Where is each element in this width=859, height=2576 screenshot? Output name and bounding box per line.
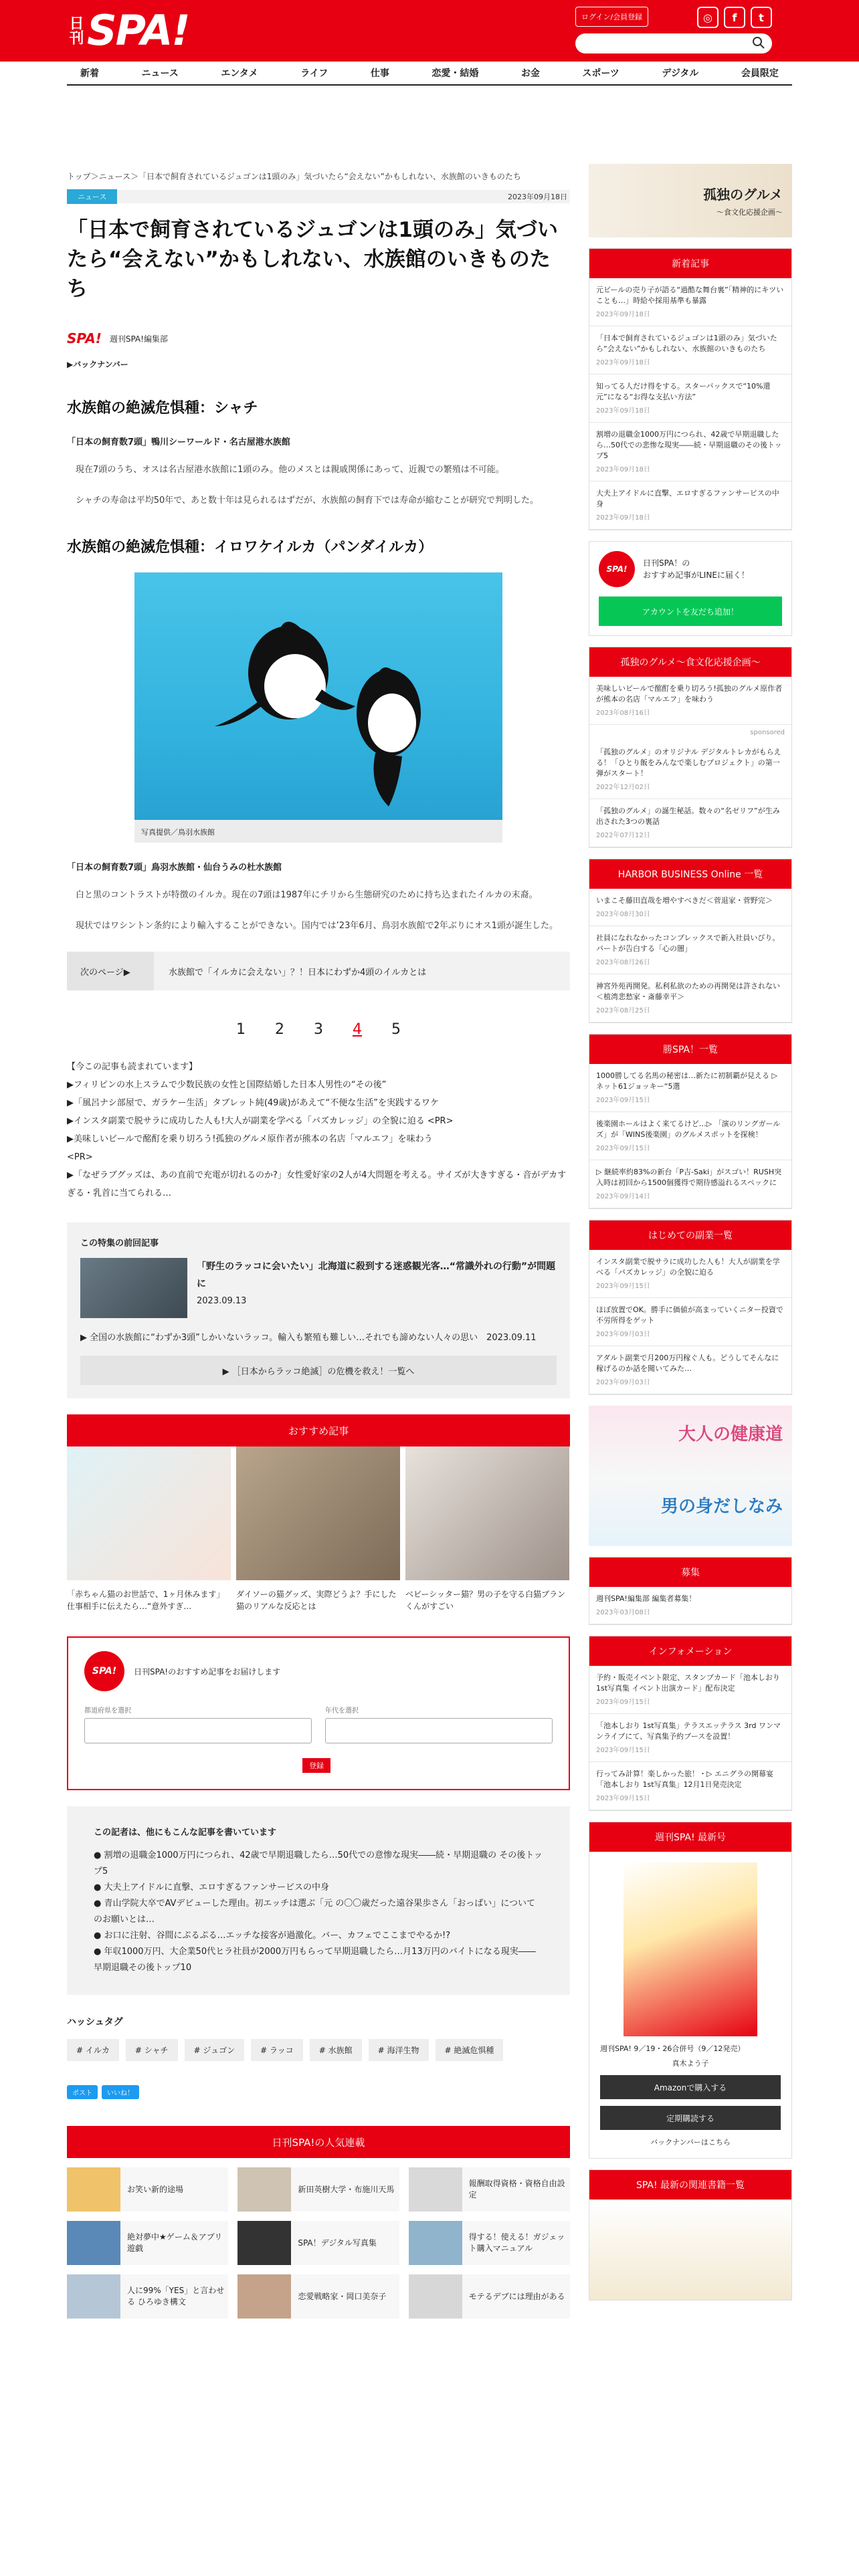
serial-heading: 日刊SPA!の人気連載 — [67, 2126, 570, 2158]
harbor-heading: HARBOR BUSINESS Online 一覧 — [589, 859, 791, 889]
side-article-date: 2023年09月15日 — [596, 1795, 650, 1802]
hashtag[interactable]: # シャチ — [126, 2039, 178, 2061]
recommend-heading: おすすめ記事 — [67, 1414, 570, 1446]
writer-article-link[interactable]: ● 大夫上アイドルに直撃、エロすぎるファンサービスの中身 — [94, 1883, 330, 1893]
writer-article-link[interactable]: ● お口に注射、谷間にぷるぷる…エッチな接客が過激化。バー、カフェでここまでやるか!? — [94, 1931, 451, 1941]
sponsored-label: sponsored — [750, 729, 785, 736]
side-article-date: 2023年08月16日 — [596, 710, 650, 717]
related-link[interactable]: ▶インスタ副業で脱サラに成功した人も!大人が副業を学べる「パズカレッジ」の全貌に迫る <PR> — [67, 1116, 454, 1126]
side-article-title: 知ってる人だけ得をする。スターバックスで“10%還元”になる“お得な支払い方法” — [596, 382, 771, 401]
page-link[interactable]: 5 — [391, 1021, 401, 1038]
hashtag[interactable]: # 水族館 — [310, 2039, 362, 2061]
side-article-date: 2023年03月08日 — [596, 1609, 650, 1616]
side-article-title: 社員になれなかったコンプレックスで新入社員いびり。パートが告白する「心の闇」 — [596, 934, 780, 953]
author-name[interactable]: 週刊SPA!編集部 — [109, 334, 168, 344]
paragraph: 現在7頭のうち、オスは名古屋港水族館に1頭のみ。他のメスとは親戚関係にあって、近親での繁殖は不可能。 — [67, 465, 504, 475]
side-article-date: 2023年09月18日 — [596, 466, 650, 473]
side-article-date: 2023年08月30日 — [596, 911, 650, 918]
page-link[interactable]: 3 — [314, 1021, 323, 1038]
series-feature[interactable] — [80, 1258, 557, 1318]
line-title: 日刊SPA！の おすすめ記事がLINEに届く！ — [643, 558, 749, 580]
category-badge[interactable]: ニュース — [67, 189, 117, 204]
serial-title: 報酬取得資格・資格自由設定 — [468, 2179, 565, 2199]
recommend-item[interactable] — [236, 1446, 400, 1612]
gourmet-banner[interactable] — [589, 164, 792, 237]
side-article[interactable] — [589, 374, 791, 423]
dolphin-photo — [134, 572, 502, 820]
related-links — [67, 1058, 570, 1202]
form-label-age: 年代を選択 — [325, 1707, 359, 1715]
side-article-date: 2022年07月12日 — [596, 832, 650, 839]
recommend-thumb — [236, 1446, 400, 1580]
serial-thumb — [237, 2167, 291, 2212]
recommend-title: ベビーシッター猫？男の子を守る白猫ブランくんがすごい — [405, 1590, 566, 1611]
prefecture-select[interactable] — [84, 1718, 312, 1743]
side-article[interactable] — [589, 740, 791, 799]
latest-issue-heading: 週刊SPA! 最新号 — [589, 1822, 791, 1852]
side-article[interactable] — [589, 1714, 791, 1762]
section-subheading: 「日本の飼育数7頭」鴨川シーワールド・名古屋港水族館 — [67, 437, 290, 447]
banner-subtitle: ～食文化応援企画～ — [717, 208, 783, 217]
recommend-thumb — [405, 1446, 569, 1580]
tweet-button[interactable]: ポスト — [67, 2085, 98, 2099]
share-buttons — [67, 2085, 570, 2099]
serial-item[interactable] — [409, 2221, 570, 2265]
nav-item-entertainment[interactable]: エンタメ — [221, 68, 258, 79]
main-nav — [67, 62, 792, 86]
side-article-title: 大夫上アイドルに直撃、エロすぎるファンサービスの中身 — [596, 489, 779, 508]
side-article[interactable] — [589, 1250, 791, 1298]
serial-item[interactable] — [409, 2167, 570, 2212]
paragraph: 現状ではワシントン条約により輸入することができない。国内では’23年6月、鳥羽水族館で2年ぶりにオス1頭が誕生した。 — [67, 921, 559, 931]
side-article-date: 2023年08月26日 — [596, 959, 650, 966]
instagram-icon[interactable]: ◎ — [697, 7, 719, 28]
serial-thumb — [67, 2167, 120, 2212]
related-book-cover[interactable] — [589, 2199, 791, 2300]
line-promo — [589, 541, 792, 636]
gourmet-box — [589, 647, 792, 848]
side-article-title: 「孤独のグルメ」の誕生秘話。数々の“名ゼリフ”が生み出された3つの裏話 — [596, 807, 780, 826]
nav-item-new[interactable]: 新着 — [80, 68, 99, 79]
series-feature-date: 2023.09.13 — [197, 1296, 247, 1306]
writer-heading: この記者は、他にもこんな記事を書いています — [94, 1828, 277, 1838]
pagination — [67, 1021, 570, 1038]
recruit-box — [589, 1557, 792, 1625]
serial-thumb — [409, 2221, 462, 2265]
serial-thumb — [409, 2274, 462, 2319]
side-article-date: 2023年08月25日 — [596, 1007, 650, 1014]
related-books-heading: SPA! 最新の関連書籍一覧 — [589, 2170, 791, 2199]
article-date: 2023年09月18日 — [508, 193, 567, 201]
page-link[interactable]: 2 — [275, 1021, 284, 1038]
hashtag[interactable]: # 絶滅危惧種 — [436, 2039, 504, 2061]
nav-item-digital[interactable]: デジタル — [662, 68, 699, 79]
side-article-date: 2022年12月02日 — [596, 784, 650, 791]
related-link[interactable]: ▶「なぜラブグッズは、あの直前で充電が切れるのか?」女性愛好家の2人が4大問題を考える。サイズが大きすぎる・音がデカすぎる・乳首に当てられる… — [67, 1170, 567, 1198]
author-logo: SPA! — [67, 330, 102, 346]
serial-title: 新田英樹大学・布施川天馬 — [298, 2184, 395, 2194]
serial-thumb — [409, 2167, 462, 2212]
side-article[interactable] — [589, 423, 791, 481]
signup-form — [67, 1636, 570, 1790]
serial-item[interactable] — [409, 2274, 570, 2319]
grooming-title: 男の身だしなみ — [660, 1497, 783, 1517]
submit-button[interactable]: 登録 — [302, 1758, 330, 1773]
serial-title: 絶対夢中★ゲーム＆アプリ遊戯 — [127, 2232, 223, 2253]
health-title: 大人の健康道 — [678, 1424, 783, 1444]
side-job-heading: はじめての副業一覧 — [589, 1220, 791, 1250]
related-heading: 【今この記事も読まれています】 — [67, 1062, 198, 1072]
related-link-pr[interactable]: <PR> — [67, 1152, 93, 1162]
side-article[interactable] — [589, 326, 791, 374]
page-link-current[interactable]: 4 — [353, 1021, 362, 1038]
win-heading: 勝SPA！一覧 — [589, 1035, 791, 1064]
recommend-title: 「赤ちゃん猫のお世話で、1ヶ月休みます」仕事相手に伝えたら…“意外すぎ… — [67, 1590, 225, 1611]
section-heading: 水族館の絶滅危惧種：イロワケイルカ（パンダイルカ） — [67, 539, 434, 556]
side-article[interactable] — [589, 278, 791, 326]
search-icon[interactable] — [752, 36, 765, 49]
site-logo[interactable] — [67, 7, 189, 53]
article-meta — [67, 190, 570, 203]
related-link[interactable]: ▶美味しいビールで酩酊を乗り切ろう!孤独のグルメ原作者が熊本の名店「マルエフ」を味わう — [67, 1134, 433, 1144]
back-number-link[interactable]: バックナンバーはこちら — [650, 2138, 731, 2147]
author — [67, 330, 570, 346]
serial-section — [67, 2126, 570, 2319]
serial-thumb — [237, 2274, 291, 2319]
side-article-date: 2023年09月15日 — [596, 1283, 650, 1290]
recommend-item[interactable] — [405, 1446, 569, 1612]
recommend-title: ダイソーの猫グッズ、実際どうよ？手にした猫のリアルな反応とは — [236, 1590, 397, 1611]
article-title: 「日本で飼育されているジュゴンは1頭のみ」気づいたら“会えない”かもしれない、水族館のいきものたち — [67, 218, 558, 301]
section-subheading: 「日本の飼育数7頭」鳥羽水族館・仙台うみの杜水族館 — [67, 863, 282, 873]
login-register-button[interactable]: ログイン/会員登録 — [575, 7, 648, 27]
side-article-title: ▷ 継続率約83%の新台「P吉-Saki」がスゴい！RUSH突入時は初回から1500個獲得で期待感溢れるスペックに — [596, 1168, 782, 1187]
side-article-title: 元ビールの売り子が語る“過酷な舞台裏”「精神的にキツいことも…」時給や採用基準も暴露 — [596, 286, 784, 305]
related-books-box — [589, 2169, 792, 2300]
side-article[interactable] — [589, 799, 791, 847]
side-article-title: 「孤独のグルメ」のオリジナル デジタルトレカがもらえる！「ひとり飯をみんなで楽しむプロジェクト」の第一弾がスタート！ — [596, 748, 781, 778]
nav-item-news[interactable]: ニュース — [141, 68, 179, 79]
hashtag[interactable]: # ジュゴン — [185, 2039, 245, 2061]
article-photo — [134, 572, 502, 843]
nav-item-money[interactable]: お金 — [520, 68, 540, 79]
recommend-thumb — [67, 1446, 231, 1580]
health-banner[interactable] — [589, 1406, 792, 1546]
side-article-date: 2023年09月14日 — [596, 1193, 650, 1200]
side-article-date: 2023年09月03日 — [596, 1331, 650, 1338]
serial-thumb — [237, 2221, 291, 2265]
logo-small-text: 日刊 — [67, 15, 84, 45]
hashtag[interactable]: # 海洋生物 — [369, 2039, 429, 2061]
nav-item-work[interactable]: 仕事 — [370, 68, 389, 79]
win-box — [589, 1034, 792, 1209]
sidebar — [589, 164, 792, 2300]
recommend-section — [67, 1414, 570, 1612]
harbor-box — [589, 859, 792, 1023]
nav-item-sports[interactable]: スポーツ — [582, 68, 619, 79]
site-header — [0, 0, 859, 62]
gourmet-heading: 孤独のグルメ〜食文化応援企画〜 — [589, 647, 791, 677]
logo-text: SPA! — [87, 5, 189, 55]
section-heading: 水族館の絶滅危惧種：シャチ — [67, 400, 258, 417]
subscribe-button[interactable]: 定期購読する — [600, 2106, 781, 2130]
side-article[interactable] — [589, 1298, 791, 1346]
side-article[interactable] — [589, 1666, 791, 1714]
search-box — [575, 33, 772, 53]
serial-thumb — [67, 2221, 120, 2265]
side-article-title: 予約・販売イベント限定、スタンプカード「池本しおり 1st写真集 イベント出演カード」配布決定 — [596, 1673, 780, 1693]
side-article-title: 1000勝してる名馬の秘密は…新たに初制覇が見える ▷ ネット61ジョッキー“5選 — [596, 1071, 777, 1091]
side-article-title: 割増の退職金1000万円につられ、42歳で早期退職したら…50代での悲惨な現実――続・早期退職のその後トップ5 — [596, 430, 782, 460]
serial-item[interactable] — [237, 2274, 399, 2319]
recruit-heading: 募集 — [589, 1558, 791, 1587]
latest-issue-title: 週刊SPA! 9／19・26合併号（9／12発売） — [600, 2044, 745, 2053]
hashtag-heading: ハッシュタグ — [67, 2017, 123, 2028]
side-article[interactable] — [589, 1160, 791, 1208]
amazon-button[interactable]: Amazonで購入する — [600, 2075, 781, 2099]
series-heading: この特集の前回記事 — [80, 1239, 159, 1249]
side-article-title: ほぼ放置でOK。勝手に価値が高まっていくニター投資で不労所得をゲット — [596, 1305, 783, 1325]
side-article-title: 行ってみ計算！楽しかった旅！・▷ エニグラの開幕宴「池本しおり 1st写真集」12月1日発売決定 — [596, 1769, 773, 1789]
writer-article-link[interactable]: ● 割増の退職金1000万円につられ、42歳で早期退職したら…50代での意惨な現実――続・早期退職の その後トップ5 — [94, 1850, 543, 1876]
paragraph: シャチの寿命は平均50年で、あと数十年は見られるはずだが、水族館の飼育下では寿命が縮むことが研究で判明した。 — [67, 496, 539, 506]
like-button[interactable]: いいね！ — [102, 2085, 139, 2099]
writer-article-link[interactable]: ● 年収1000万円、大企業50代ヒラ社員が2000万円もらって早期退職したら…月13万円のバイトになる現実――早期退職その後トップ10 — [94, 1947, 536, 1973]
serial-item[interactable] — [67, 2221, 228, 2265]
writer-article-link[interactable]: ● 青山学院大卒でAVデビューした理由。初エッチは選ぶ「元 の〇〇歳だった遠谷果歩さん「おっぱい」についてのお願いとは… — [94, 1899, 536, 1925]
side-article[interactable] — [589, 677, 791, 725]
cover-person: 真木よう子 — [672, 2059, 709, 2068]
serial-title: モテるデブには理由がある — [468, 2291, 565, 2301]
paragraph: 白と黒のコントラストが特徴のイルカ。現在の7頭は1987年にチリから生態研究のために持ち込まれたイルカの末裔。 — [67, 890, 538, 900]
side-article[interactable] — [589, 1762, 791, 1810]
serial-title: SPA！デジタル写真集 — [298, 2238, 377, 2248]
serial-item[interactable] — [67, 2274, 228, 2319]
side-article[interactable] — [589, 926, 791, 974]
nav-item-love[interactable]: 恋愛・結婚 — [432, 68, 479, 79]
form-heading: 日刊SPA!のおすすめ記事をお届けします — [134, 1667, 281, 1677]
page-link[interactable]: 1 — [236, 1021, 246, 1038]
serial-title: お笑い新的途場 — [127, 2184, 184, 2194]
side-article-title: アダルト副業で月200万円稼ぐ人も。どうしてそんなに稼げるのか話を聞いてみた… — [596, 1354, 779, 1373]
next-page-label: 次のページ▶ — [67, 952, 154, 990]
nav-item-members[interactable]: 会員限定 — [741, 68, 779, 79]
info-heading: インフォメーション — [589, 1636, 791, 1666]
back-number-link[interactable]: ▶バックナンバー — [67, 360, 128, 369]
new-articles-heading: 新着記事 — [589, 249, 791, 278]
side-article-title: 「日本で飼育されているジュゴンは1頭のみ」気づいたら“会えない”かもしれない、水族館のいきものたち — [596, 334, 777, 353]
side-article-date: 2023年09月18日 — [596, 407, 650, 415]
side-article-date: 2023年09月18日 — [596, 359, 650, 366]
related-link[interactable]: ▶フィリピンの水上スラムで少数民族の女性と国際結婚した日本人男性の“その後” — [67, 1080, 387, 1090]
nav-item-life[interactable]: ライフ — [300, 68, 328, 79]
series-feature-title: 「野生のラッコに会いたい」北海道に殺到する迷惑観光客…“常識外れの行動”が問題に — [197, 1261, 556, 1289]
age-select[interactable] — [325, 1718, 553, 1743]
side-article[interactable] — [589, 1064, 791, 1112]
social-links — [697, 7, 772, 28]
next-page-title: 水族館で「イルカに会えない」？！日本にわずか4頭のイルカとは — [169, 967, 427, 978]
serial-title: 人に99%「YES」と言わせる ひろゆき構文 — [127, 2286, 225, 2306]
banner-title: 孤独のグルメ — [703, 187, 783, 203]
facebook-icon[interactable]: f — [724, 7, 745, 28]
side-article-title: インスタ副業で脱サラに成功した人も！大人が副業を学べる「パズカレッジ」の全貌に迫る — [596, 1257, 780, 1277]
breadcrumb[interactable]: トップ＞ニュース＞「日本で飼育されているジュゴンは1頭のみ」気づいたら“会えない”かもしれない、水族館のいきものたち — [67, 172, 521, 181]
side-article-date: 2023年09月15日 — [596, 1097, 650, 1104]
side-job-box — [589, 1220, 792, 1395]
latest-issue-box — [589, 1822, 792, 2159]
hashtag[interactable]: # ラッコ — [251, 2039, 303, 2061]
dolphins-illustration — [134, 572, 502, 820]
side-article-title: 「池本しおり 1st写真集」テラスエッテラス 3rd ワンマンライブにて、写真集予約ブースを設置！ — [596, 1721, 781, 1741]
form-badge: SPA! — [84, 1651, 124, 1691]
side-article-title: 美味しいビールで酩酊を乗り切ろう!孤独のグルメ原作者が熊本の名店「マルエフ」を味わう — [596, 684, 783, 704]
serial-title: 得する！使える！ガジェット購入マニュアル — [468, 2232, 565, 2253]
series-thumb — [80, 1258, 187, 1318]
magazine-cover[interactable] — [624, 1862, 757, 2036]
side-article-date: 2023年09月15日 — [596, 1747, 650, 1754]
related-link[interactable]: ▶「風呂ナシ部屋で、ガラケー生活」タブレット純(49歳)があえて“不便な生活”を実践するワケ — [67, 1098, 439, 1108]
side-article-title: 神宮外苑再開発。私利私欲のための再開発は許されない＜植湾悲愁家・斎藤幸平＞ — [596, 982, 780, 1001]
side-article-date: 2023年09月15日 — [596, 1145, 650, 1152]
photo-caption: 写真提供／鳥羽水族館 — [134, 820, 502, 843]
side-article[interactable] — [589, 1346, 791, 1394]
new-articles — [589, 248, 792, 530]
side-article[interactable] — [589, 1587, 791, 1624]
twitter-icon[interactable]: t — [751, 7, 772, 28]
article-column — [67, 171, 570, 2319]
info-box — [589, 1636, 792, 1811]
writer-articles — [67, 1806, 570, 1995]
hashtag-list — [67, 2039, 570, 2061]
line-add-friend-button[interactable]: アカウントを友だち追加！ — [599, 597, 782, 626]
side-article[interactable] — [589, 974, 791, 1023]
recommend-item[interactable] — [67, 1446, 231, 1612]
series-list-button[interactable]: ▶ ［日本からラッコ絶滅］の危機を救え！一覧へ — [80, 1356, 557, 1385]
side-article-date: 2023年09月03日 — [596, 1379, 650, 1386]
series-box — [67, 1222, 570, 1398]
side-article[interactable] — [589, 889, 791, 926]
serial-title: 恋愛戦略家・岡口美奈子 — [298, 2291, 387, 2301]
side-article-date: 2023年09月15日 — [596, 1699, 650, 1706]
serial-thumb — [67, 2274, 120, 2319]
side-article-title: 週刊SPA!編集部 編集者募集！ — [596, 1594, 696, 1603]
line-badge: SPA! — [599, 551, 635, 587]
next-page-link[interactable] — [67, 952, 570, 990]
side-article[interactable] — [589, 1112, 791, 1160]
side-article-title: 後楽園ホールはよく来てるけど…▷ 「演のリングガールズ」が「WINS後楽園」のグルメスポットを探検！ — [596, 1119, 781, 1139]
form-label-pref: 都道府県を選択 — [84, 1707, 131, 1715]
serial-item[interactable] — [237, 2221, 399, 2265]
search-input[interactable] — [575, 33, 743, 53]
series-item[interactable]: ▶ 全国の水族館に“わずか3頭”しかいないラッコ。輸入も繁殖も難しい…それでも諦めない人々の思い 2023.09.11 — [80, 1333, 537, 1343]
hashtag[interactable]: # イルカ — [67, 2039, 119, 2061]
serial-item[interactable] — [67, 2167, 228, 2212]
side-article-date: 2023年09月18日 — [596, 311, 650, 318]
side-article[interactable] — [589, 481, 791, 530]
side-article-date: 2023年09月18日 — [596, 514, 650, 522]
side-article-title: いまこそ藤田直哉を増やすべきだ＜菅退家・菅野完＞ — [596, 896, 773, 905]
serial-item[interactable] — [237, 2167, 399, 2212]
